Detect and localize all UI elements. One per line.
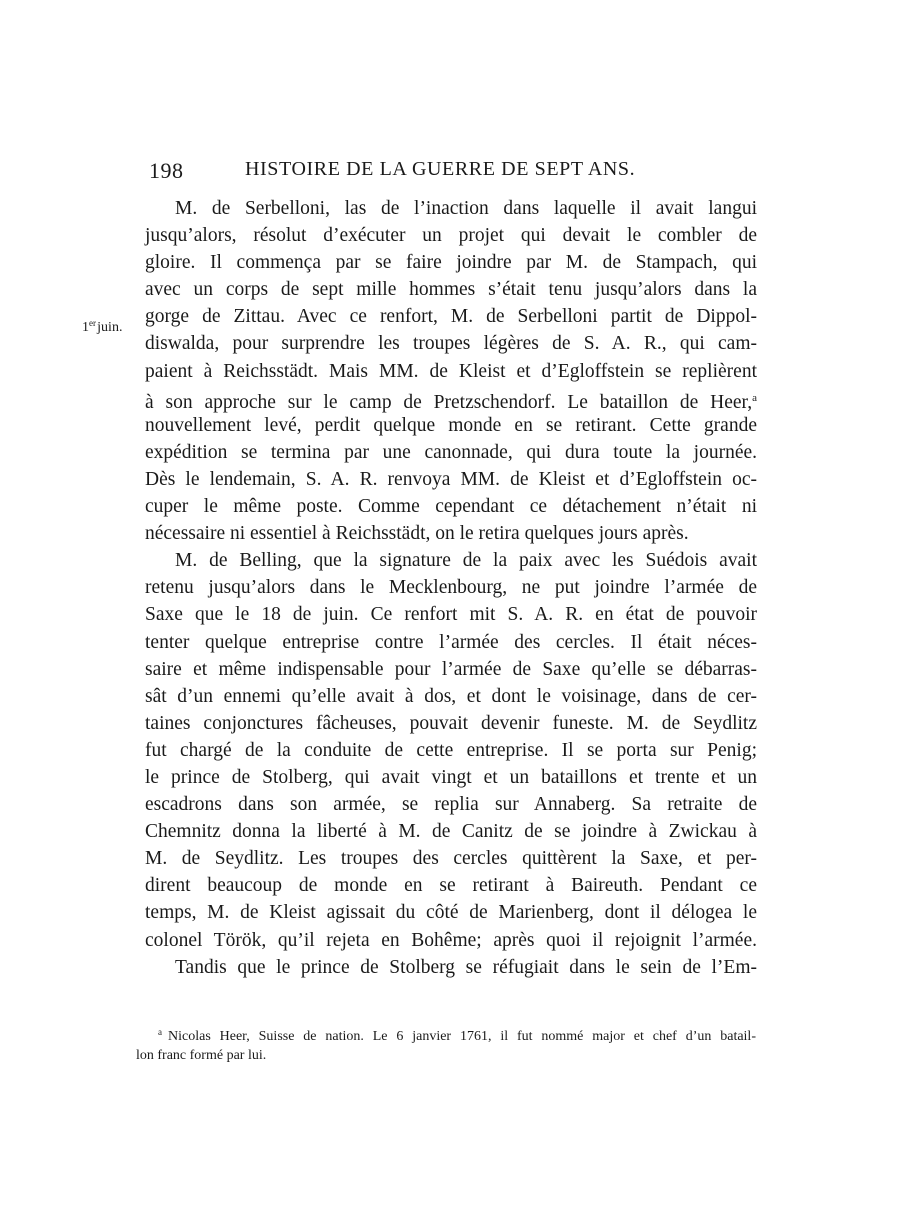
- footnote-reference: a: [752, 391, 757, 404]
- text-line: Tandis que le prince de Stolberg se réfugiait dans le sein de l’Em-: [175, 956, 757, 978]
- text-line: gloire. Il commença par se faire joindre par M. de Stampach, qui: [145, 252, 757, 274]
- page-number: 198: [149, 158, 184, 183]
- margin-note-text: juin.: [97, 320, 123, 335]
- text-line: escadrons dans son armée, se replia sur Annaberg. Sa retraite de: [145, 794, 757, 816]
- text-line: expédition se termina par une canonnade, qui dura toute la journée.: [145, 441, 757, 463]
- text-line: Chemnitz donna la liberté à M. de Canitz de se joindre à Zwickau à: [145, 821, 757, 843]
- text-line: taines conjonctures fâcheuses, pouvait devenir funeste. M. de Seydlitz: [145, 712, 757, 734]
- footnote-text: Nicolas Heer, Suisse de nation. Le 6 janvier 1761, il fut nommé major et chef d’un batail-: [168, 1029, 756, 1044]
- text-line: M. de Serbelloni, las de l’inaction dans laquelle il avait langui: [175, 198, 757, 219]
- footnote: [136, 1023, 756, 1065]
- text-line-with-footnote: [145, 385, 757, 412]
- text-line: tenter quelque entreprise contre l’armée des cercles. Il était néces-: [145, 631, 757, 653]
- text-line: colonel Török, qu’il rejeta en Bohême; après quoi il rejoignit l’armée.: [145, 929, 757, 951]
- text-line: nouvellement levé, perdit quelque monde en se retirant. Cette grande: [145, 414, 757, 436]
- footnote-mark: a: [158, 1027, 162, 1037]
- margin-date-note: [82, 318, 122, 336]
- margin-note-number: 1: [82, 320, 89, 335]
- running-title: HISTOIRE DE LA GUERRE DE SEPT ANS.: [245, 158, 636, 180]
- text-line: jusqu’alors, résolut d’exécuter un projet qui devait le combler de: [145, 225, 757, 247]
- text-line: sât d’un ennemi qu’elle avait à dos, et dont le voisinage, dans de cer-: [145, 685, 757, 707]
- text-line: cuper le même poste. Comme cependant ce détachement n’était ni: [145, 496, 757, 518]
- margin-note-superscript: er: [89, 318, 96, 328]
- text-line: diswalda, pour surprendre les troupes légères de S. A. R., qui cam-: [145, 333, 757, 355]
- text-line: paient à Reichsstädt. Mais MM. de Kleist et d’Egloffstein se replièrent: [145, 360, 757, 382]
- body-text: [145, 195, 757, 981]
- text-line: retenu jusqu’alors dans le Mecklenbourg, ne put joindre l’armée de: [145, 577, 757, 599]
- footnote-line: lon franc formé par lui.: [136, 1048, 267, 1063]
- text-line: Saxe que le 18 de juin. Ce renfort mit S. A. R. en état de pouvoir: [145, 604, 757, 626]
- page-header: [149, 158, 759, 188]
- text-line: M. de Seydlitz. Les troupes des cercles quittèrent la Saxe, et per-: [145, 848, 757, 870]
- text-line: le prince de Stolberg, qui avait vingt et un bataillons et trente et un: [145, 766, 757, 788]
- text-line: Dès le lendemain, S. A. R. renvoya MM. de Kleist et d’Egloffstein oc-: [145, 468, 757, 490]
- text-line-content: à son approche sur le camp de Pretzschendorf. Le bataillon de Heer,: [145, 391, 753, 413]
- text-line: M. de Belling, que la signature de la paix avec les Suédois avait: [175, 550, 757, 572]
- text-line: nécessaire ni essentiel à Reichsstädt, on le retira quelques jours après.: [145, 523, 689, 545]
- text-line: saire et même indispensable pour l’armée de Saxe qu’elle se débarras-: [145, 658, 757, 680]
- text-line: gorge de Zittau. Avec ce renfort, M. de Serbelloni partit de Dippol-: [145, 306, 757, 328]
- text-line: fut chargé de la conduite de cette entreprise. Il se porta sur Penig;: [145, 739, 757, 761]
- text-line: dirent beaucoup de monde en se retirant à Baireuth. Pendant ce: [145, 875, 757, 897]
- footnote-line: [136, 1023, 756, 1046]
- text-line: avec un corps de sept mille hommes s’était tenu jusqu’alors dans la: [145, 279, 757, 301]
- text-line: temps, M. de Kleist agissait du côté de Marienberg, dont il délogea le: [145, 902, 757, 924]
